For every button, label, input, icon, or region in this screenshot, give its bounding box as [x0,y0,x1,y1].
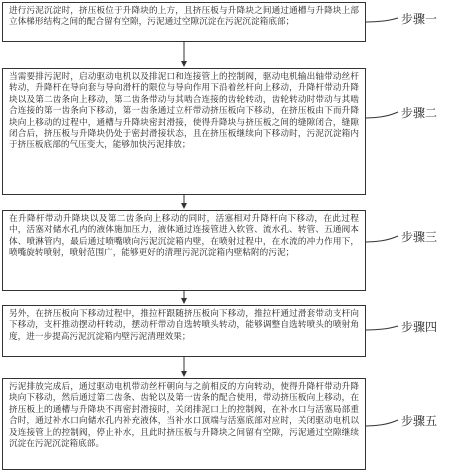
step-four-box: 另外，在挤压板向下移动过程中，推拉杆跟随挤压板向下移动，推拉杆通过滑套带动支杆向下移动，支杆推动摆动杆转动，摆动杆带动自选转喷头转动，能够调整自选转喷头的喷射角度，进一步提高污泥沉淀箱内壁污泥清理效果； [2,305,366,357]
step-five-box: 污泥排放完成后，通过驱动电机带动丝杆朝向与之前相反的方向转动，使得升降杆带动升降块向下移动，然后通过第二齿条、齿轮以及第一齿条的配合使用，带动挤压板向上移动，在挤压板上的通槽与升降块不再密封滑接时，关闭排泥口上的控制阀，在补水口与活塞局部重合时，通过补水口向储水孔内补充液体，当补水口顶端与活塞底部对应时，关闭驱动电机以及连接管上的控制阀，停止补水，且此时挤压板与升降块之间留有空隙，污泥通过空隙继续沉淀在污泥沉淀箱底部。 [2,378,366,470]
step-one-box: 进行污泥沉淀时，挤压板位于升降块的上方，且挤压板与升降块之间通过通槽与升降块上部立体梯形结构之间的配合留有空隙，污泥通过空隙沉淀在污泥沉淀箱底部； [2,2,366,42]
step-two-box: 当需要排污泥时，启动驱动电机以及排泥口和连接管上的控制阀，驱动电机输出轴带动丝杆转动，升降杆在导向套与导向滑杆的限位与导向作用下沿着丝杆向上移动，升降杆带动升降块以及第二齿条向上移动，第二齿条带动与其啮合连接的齿轮转动，齿轮转动时带动与其啮合连接的第一齿条向下移动，第一齿条通过立杆带动挤压板向下移动，在挤压板由下而升降块向上移动的过程中，通槽与升降块密封滑接，使得升降块与挤压板之间的缝隙闭合，缝隙闭合后，挤压板与升降块仍处于密封滑接状态，且在挤压板继续向下移动时，污泥沉淀箱内于挤压板底部的气压变大，能够加快污泥排放； [2,68,366,195]
step-one-label: 步骤一 [401,12,438,26]
step-three-box: 在升降杆带动升降块以及第二齿条向上移动的同时，活塞相对升降杆向下移动，在此过程中，活塞对储水孔内的液体施加压力，液体通过连接管进入软管、流水孔、转管、五通阀本体、喷淋管内，最后通过喷嘴喷向污泥沉淀箱内壁，在喷射过程中，在水流的冲力作用下，喷嘴旋转喷射，喷射范围广，能够更好的清理污泥沉淀箱内壁粘附的污泥； [2,210,366,291]
leader-step-three [366,236,398,242]
leader-step-four [366,326,398,330]
leader-step-two [366,112,398,118]
leader-step-five [366,420,398,426]
step-two-label: 步骤二 [401,106,438,120]
step-four-label: 步骤四 [401,320,438,334]
step-five-label: 步骤五 [401,414,438,428]
leader-step-one [366,18,398,22]
step-three-label: 步骤三 [401,230,438,244]
